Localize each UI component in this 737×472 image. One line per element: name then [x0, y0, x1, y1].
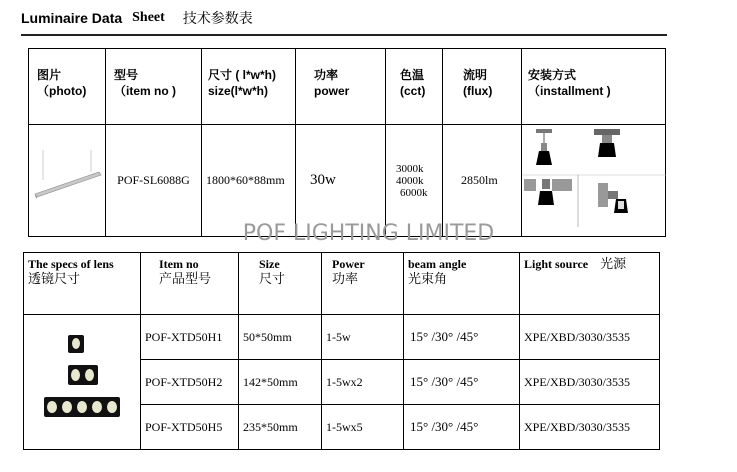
cct-3000: 3000k: [396, 162, 424, 175]
header-power-cn: 功率: [314, 68, 339, 82]
lens-power-1: 1-5w: [322, 315, 404, 360]
header-size: [202, 49, 296, 125]
item-no-value: POF-SL6088G: [106, 125, 202, 237]
header-beam-angle: [404, 253, 520, 315]
lens-header-row: [24, 253, 660, 315]
header-installment: [522, 49, 666, 125]
power-value: 30w: [296, 125, 386, 237]
header-lens-size: [239, 253, 322, 315]
installment-cell: [522, 125, 666, 237]
header-source-en: Light source: [524, 257, 589, 271]
luminaire-data-table: [28, 48, 666, 237]
photo-cell: [29, 125, 106, 237]
header-cct-en: (cct): [400, 84, 426, 98]
header-lens-item-en: Item no: [159, 257, 199, 271]
flux-value: 2850lm: [443, 125, 522, 237]
lens-single-icon: [68, 335, 84, 353]
header-item-no: [106, 49, 202, 125]
lens-power-2: 1-5wx2: [322, 360, 404, 405]
installment-diagrams: [522, 125, 666, 231]
lens-beam-2: 15° /30° /45°: [404, 360, 520, 405]
lens-row-1: [24, 315, 660, 360]
header-photo: [29, 49, 106, 125]
lens-size-1: 50*50mm: [239, 315, 322, 360]
header-lens-item-cn: 产品型号: [159, 272, 212, 287]
header-lens-power: [322, 253, 404, 315]
header-beam-en: beam angle: [408, 257, 467, 271]
title-underline: [21, 34, 667, 36]
header-lens-power-cn: 功率: [332, 272, 359, 287]
header-size-cn: 尺寸 ( l*w*h): [208, 68, 276, 82]
cct-6000: 6000k: [400, 186, 428, 199]
install-wall-diagram: [598, 183, 628, 213]
lens-specs-table: [23, 252, 660, 450]
luminaire-data-row: [29, 125, 666, 237]
lens-source-1: XPE/XBD/3030/3535: [520, 315, 660, 360]
lens-power-3: 1-5wx5: [322, 405, 404, 450]
header-flux-en: (flux): [463, 84, 493, 98]
header-beam-cn: 光束角: [408, 272, 448, 287]
lens-beam-1: 15° /30° /45°: [404, 315, 520, 360]
title-sheet: Sheet: [132, 10, 165, 25]
title-chinese: 技术参数表: [182, 11, 253, 27]
header-flux: [443, 49, 522, 125]
lens-double-icon: [68, 365, 98, 385]
lens-source-3: XPE/XBD/3030/3535: [520, 405, 660, 450]
header-lens-size-cn: 尺寸: [259, 272, 286, 287]
header-photo-en: （photo): [37, 84, 87, 98]
header-source-cn: 光源: [600, 257, 627, 272]
install-pendant-diagram: [536, 129, 552, 165]
header-power-en: power: [314, 84, 350, 98]
lens-five-icon: [44, 397, 120, 417]
lens-size-3: 235*50mm: [239, 405, 322, 450]
header-install-cn: 安装方式: [528, 68, 577, 82]
header-lens-power-en: Power: [332, 257, 365, 271]
lens-item-2: POF-XTD50H2: [141, 360, 239, 405]
header-lens-size-en: Size: [259, 257, 280, 271]
header-item-cn: 型号: [114, 68, 139, 82]
lens-item-1: POF-XTD50H1: [141, 315, 239, 360]
header-cct: [386, 49, 443, 125]
company-watermark: POF LIGHTING LIMITED: [242, 221, 495, 246]
cct-4000: 4000k: [396, 174, 424, 187]
header-install-en: （installment ): [528, 84, 611, 98]
install-track-diagram: [524, 179, 572, 205]
luminaire-header-row: [29, 49, 666, 125]
header-photo-cn: 图片: [37, 68, 62, 82]
header-lens-en: The specs of lens: [28, 257, 114, 271]
title-main: Luminaire Data: [21, 10, 123, 26]
cct-values: [386, 125, 443, 237]
size-value: 1800*60*88mm: [202, 125, 296, 237]
header-lens-specs: [24, 253, 141, 315]
lens-item-3: POF-XTD50H5: [141, 405, 239, 450]
linear-light-image: [29, 148, 105, 208]
header-lens-cn: 透镜尺寸: [28, 272, 81, 287]
install-ceiling-diagram: [594, 129, 620, 157]
header-light-source: [520, 253, 660, 315]
lens-beam-3: 15° /30° /45°: [404, 405, 520, 450]
header-power: [296, 49, 386, 125]
lens-image-cell: [24, 315, 141, 450]
lens-size-2: 142*50mm: [239, 360, 322, 405]
lens-source-2: XPE/XBD/3030/3535: [520, 360, 660, 405]
header-cct-cn: 色温: [400, 68, 425, 82]
header-item-en: （item no ): [114, 84, 176, 98]
lens-images: [24, 315, 140, 449]
header-lens-item: [141, 253, 239, 315]
header-flux-cn: 流明: [463, 68, 488, 82]
sheet-title: [21, 6, 253, 30]
header-size-en: size(l*w*h): [208, 84, 269, 98]
